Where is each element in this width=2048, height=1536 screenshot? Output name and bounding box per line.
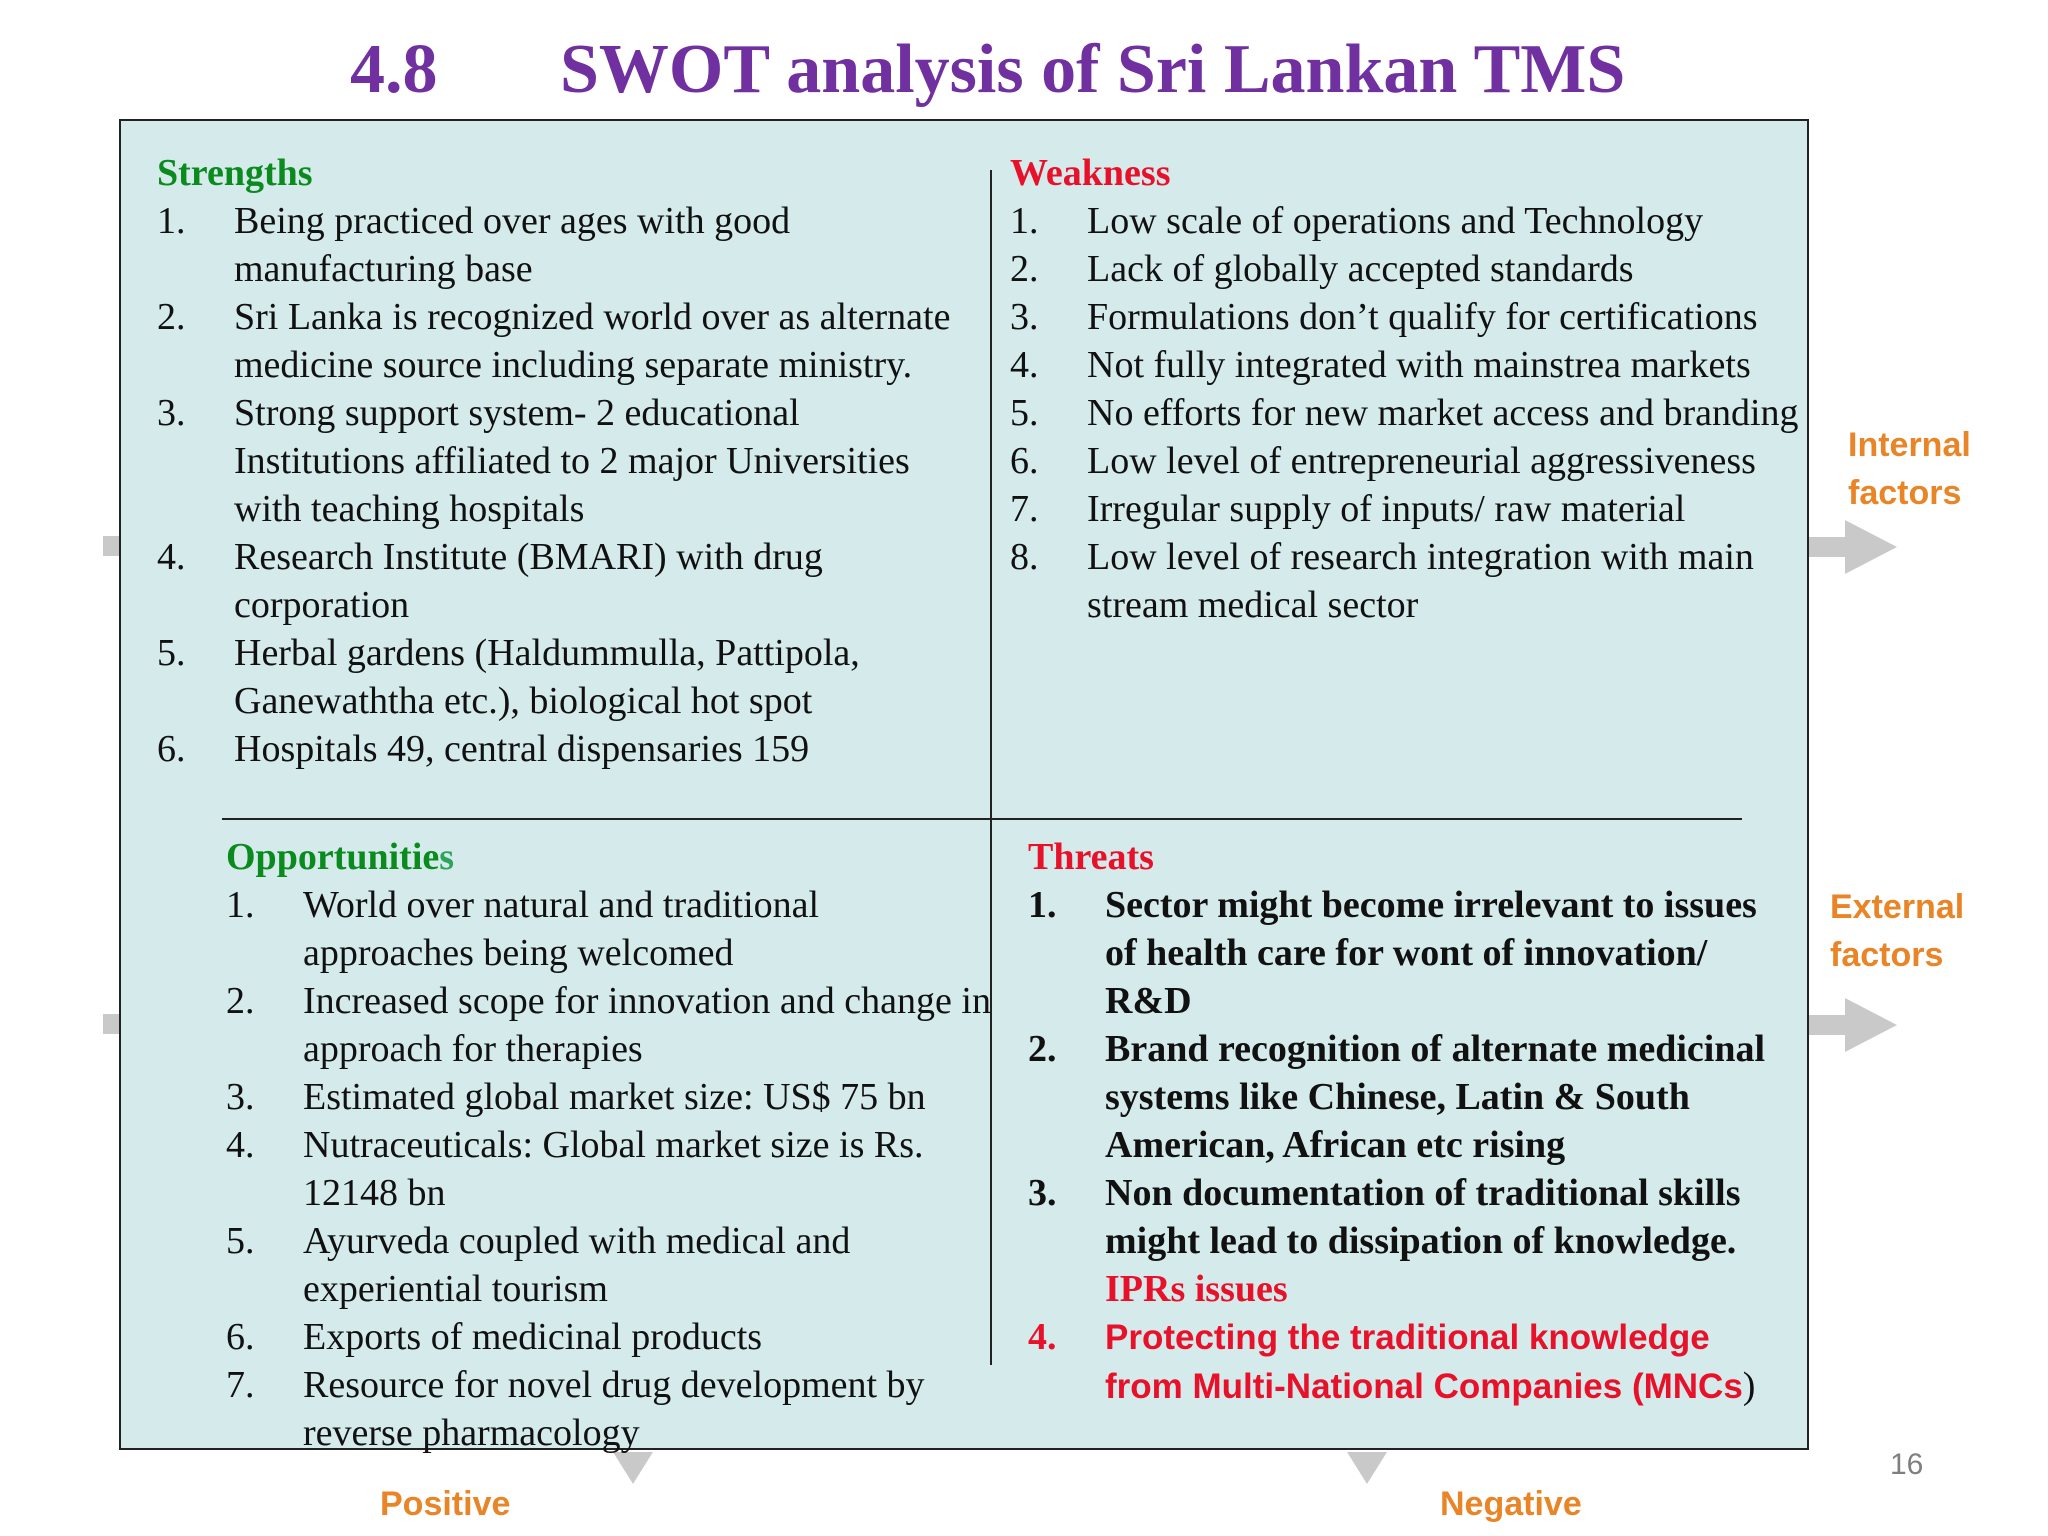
list-item: 2. Increased scope for innovation and change in approach for therapies (226, 980, 991, 1070)
list-item: 2. Lack of globally accepted standards (1010, 248, 1634, 290)
threats-quadrant (1028, 833, 1793, 1411)
list-item: 8. Low level of research integration with main stream medical sector (1010, 536, 1754, 626)
list-item: 7. Irregular supply of inputs/ raw material (1010, 488, 1686, 530)
list-item: 4. Protecting the traditional knowledge from Multi-National Companies (MNCs) (1028, 1316, 1756, 1407)
opportunities-quadrant (226, 833, 996, 1457)
list-item: 2. Sri Lanka is recognized world over as alternate medicine source including separate ministry. (157, 296, 951, 386)
list-item: 3. Strong support system- 2 educational Institutions affiliated to 2 major Universities with teaching hospitals (157, 392, 910, 530)
list-item: 6. Exports of medicinal products (226, 1316, 763, 1358)
internal-factors-label: Internal factors (1848, 426, 1971, 512)
list-item: 1. Being practiced over ages with good manufacturing base (157, 200, 791, 290)
negative-label: Negative (1440, 1485, 1582, 1523)
weakness-quadrant (1010, 149, 1810, 629)
ipr-issues-text: IPRs issues (1105, 1268, 1288, 1310)
slide-title (350, 30, 1625, 120)
list-item: 7. Resource for novel drug development by reverse pharmacology (226, 1364, 925, 1454)
external-factors-label: External factors (1830, 888, 1965, 974)
weakness-heading: Weakness (1010, 152, 1171, 194)
list-item: 3. Formulations don’t qualify for certifications (1010, 296, 1758, 338)
list-item: 6. Low level of entrepreneurial aggressiveness (1010, 440, 1756, 482)
list-item: 5. Ayurveda coupled with medical and experiential tourism (226, 1220, 851, 1310)
title-text: SWOT analysis of Sri Lankan TMS (560, 31, 1626, 108)
list-item: 1. Low scale of operations and Technology (1010, 200, 1704, 242)
left-arrow-stub-internal (103, 536, 119, 556)
list-item: 1. Sector might become irrelevant to issues of health care for wont of innovation/ R&D (1028, 884, 1757, 1022)
opportunities-heading: Opportunities (226, 836, 455, 878)
opportunities-list (226, 881, 996, 1457)
list-item: 6. Hospitals 49, central dispensaries 159 (157, 728, 810, 770)
threats-list (1028, 881, 1793, 1411)
list-item: 2. Brand recognition of alternate medicinal systems like Chinese, Latin & South American, African etc rising (1028, 1028, 1766, 1166)
horizontal-divider (222, 818, 1742, 820)
list-item: 4. Nutraceuticals: Global market size is Rs. 12148 bn (226, 1124, 924, 1214)
title-number: 4.8 (350, 31, 438, 108)
positive-label: Positive (380, 1485, 511, 1523)
weakness-list (1010, 197, 1810, 629)
strengths-heading: Strengths (157, 152, 313, 194)
threats-heading: Threats (1028, 836, 1154, 878)
strengths-list (157, 197, 977, 773)
negative-arrow-icon (1347, 1452, 1387, 1484)
list-item: 1. World over natural and traditional approaches being welcomed (226, 884, 820, 974)
list-item: 3. Non documentation of traditional skills might lead to dissipation of knowledge. IPRs issues (1028, 1172, 1741, 1310)
list-item: 5. Herbal gardens (Haldummulla, Pattipola, Ganewaththa etc.), biological hot spot (157, 632, 860, 722)
list-item: 3. Estimated global market size: US$ 75 bn (226, 1076, 926, 1118)
list-item: 5. No efforts for new market access and branding (1010, 392, 1799, 434)
list-item: 4. Not fully integrated with mainstrea markets (1010, 344, 1751, 386)
strengths-quadrant (157, 149, 977, 773)
left-arrow-stub-external (103, 1014, 119, 1034)
list-item: 4. Research Institute (BMARI) with drug corporation (157, 536, 823, 626)
page-number: 16 (1890, 1448, 1924, 1481)
